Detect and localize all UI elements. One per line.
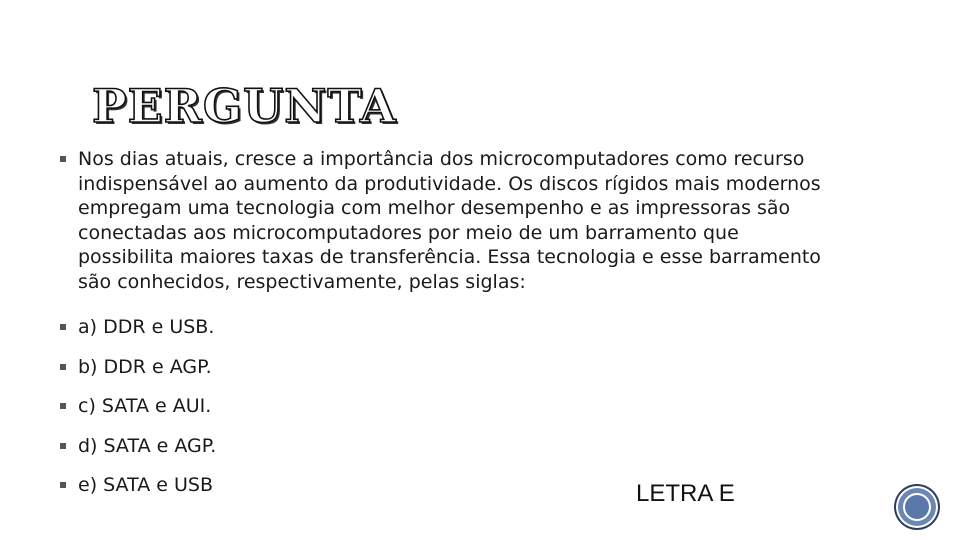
question-text: Nos dias atuais, cresce a importância dos microcomputadores como recurso indispensável ao aumento da produtividade. Os discos rígidos mais modernos empregam uma tecnologia com melhor desempenho e as impressoras são conectadas aos microcomputadores por meio de um barramento que possibilita maiores taxas de transferência. Essa tecnologia e esse barramento são conhecidos, respectivamente, pelas siglas: xyxy=(78,148,821,293)
option-a xyxy=(60,315,830,340)
option-d xyxy=(60,434,830,459)
slide-nav-button[interactable] xyxy=(898,488,936,526)
option-b-text: b) DDR e AGP. xyxy=(78,355,212,378)
square-bullet-icon xyxy=(60,156,66,162)
answer-label: LETRA E xyxy=(636,480,735,507)
option-b xyxy=(60,355,830,380)
question-item xyxy=(60,147,830,294)
option-c-text: c) SATA e AUI. xyxy=(78,395,212,417)
circle-nav-icon xyxy=(903,493,931,521)
slide-title: PERGUNTA xyxy=(92,79,397,133)
square-bullet-icon xyxy=(60,443,66,449)
square-bullet-icon xyxy=(60,403,66,409)
square-bullet-icon xyxy=(60,324,66,330)
option-a-text: a) DDR e USB. xyxy=(78,316,215,338)
slide-content xyxy=(60,147,830,513)
option-c xyxy=(60,394,830,419)
option-e-text: e) SATA e USB xyxy=(78,474,213,496)
square-bullet-icon xyxy=(60,364,66,370)
square-bullet-icon xyxy=(60,482,66,488)
option-d-text: d) SATA e AGP. xyxy=(78,434,217,457)
